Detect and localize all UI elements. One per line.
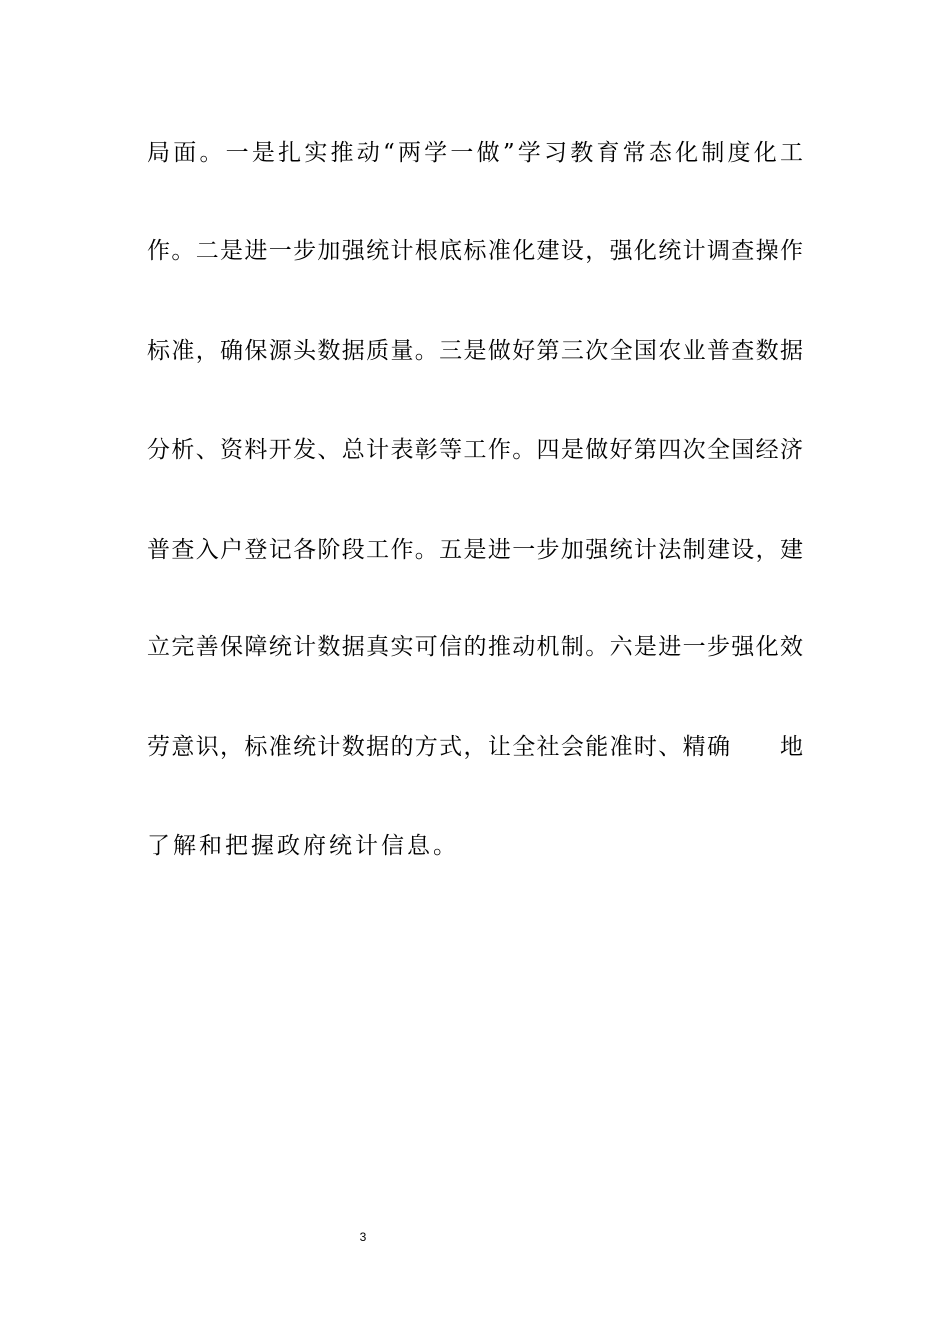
body-text-line: 了解和把握政府统计信息。 — [147, 833, 459, 859]
body-text-line: 分析、资料开发、总计表彰等工作。四是做好第四次全国经济 — [147, 437, 803, 463]
body-text-line: 普查入户登记各阶段工作。五是进一步加强统计法制建设，建 — [147, 537, 803, 563]
body-text-line: 作。二是进一步加强统计根底标准化建设，强化统计调查操作 — [147, 238, 803, 264]
body-text-line: 标准，确保源头数据质量。三是做好第三次全国农业普查数据 — [147, 338, 803, 364]
body-text-line: 立完善保障统计数据真实可信的推动机制。六是进一步强化效 — [147, 634, 803, 660]
page-number: 3 — [359, 1230, 367, 1244]
body-text-line: 局面。一是扎实推动“两学一做”学习教育常态化制度化工 — [147, 140, 803, 166]
body-text-line: 劳意识，标准统计数据的方式，让全社会能准时、精确 地 — [147, 734, 803, 760]
